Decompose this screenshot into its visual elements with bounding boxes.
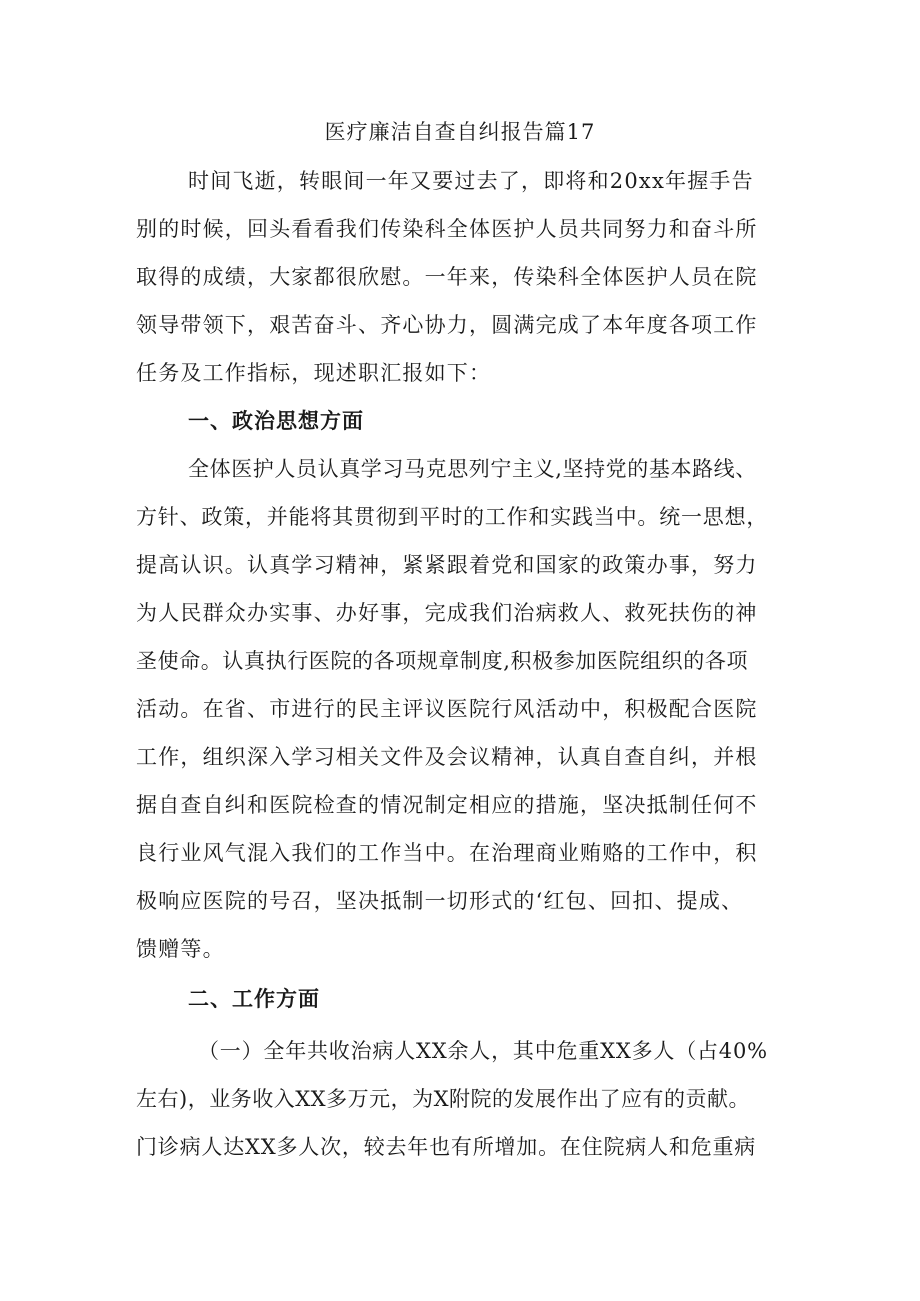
paragraph-line: 极响应医院的号召，坚决抵制一切形式的‘红包、回扣、提成、 <box>136 889 744 913</box>
paragraph-line: 方针、政策，并能将其贯彻到平时的工作和实践当中。统一思想， <box>136 505 769 529</box>
paragraph-line: 为人民群众办实事、办好事，完成我们治病救人、救死扶伤的神 <box>136 601 758 625</box>
paragraph-line: 工作，组织深入学习相关文件及会议精神，认真自查自纠，并根 <box>136 745 758 769</box>
section-heading: 二、工作方面 <box>188 986 320 1011</box>
paragraph-line: 门诊病人达XX多人次，较去年也有所增加。在住院病人和危重病 <box>136 1135 757 1159</box>
paragraph-line: 别的时候，回头看看我们传染科全体医护人员共同努力和奋斗所 <box>136 217 758 241</box>
paragraph-line: 据自查自纠和医院检查的情况制定相应的措施，坚决抵制任何不 <box>136 793 758 817</box>
paragraph-line: 时间飞逝，转眼间一年又要过去了，即将和20xx年握手告 <box>188 169 754 193</box>
paragraph-line: （一）全年共收治病人XX余人，其中危重XX多人（占40% <box>198 1039 768 1063</box>
paragraph-line: 全体医护人员认真学习马克思列宁主义,坚持党的基本路线、 <box>188 457 757 481</box>
document-title: 医疗廉洁自查自纠报告篇17 <box>324 120 596 144</box>
section-heading: 一、政治思想方面 <box>188 408 364 433</box>
paragraph-line: 良行业风气混入我们的工作当中。在治理商业贿赂的工作中，积 <box>136 841 758 865</box>
paragraph-line: 领导带领下，艰苦奋斗、齐心协力，圆满完成了本年度各项工作 <box>136 313 758 337</box>
paragraph-line: 圣使命。认真执行医院的各项规章制度,积极参加医院组织的各项 <box>136 649 749 673</box>
paragraph-line: 取得的成绩，大家都很欣慰。一年来，传染科全体医护人员在院 <box>136 265 758 289</box>
paragraph-line: 左右)，业务收入XX多万元，为X附院的发展作出了应有的贡献。 <box>136 1087 751 1111</box>
paragraph-line: 任务及工作指标，现述职汇报如下： <box>136 361 492 385</box>
paragraph-line: 馈赠等。 <box>136 937 225 961</box>
paragraph-line: 活动。在省、市进行的民主评议医院行风活动中，积极配合医院 <box>136 697 758 721</box>
paragraph-line: 提高认识。认真学习精神，紧紧跟着党和国家的政策办事，努力 <box>136 553 758 577</box>
